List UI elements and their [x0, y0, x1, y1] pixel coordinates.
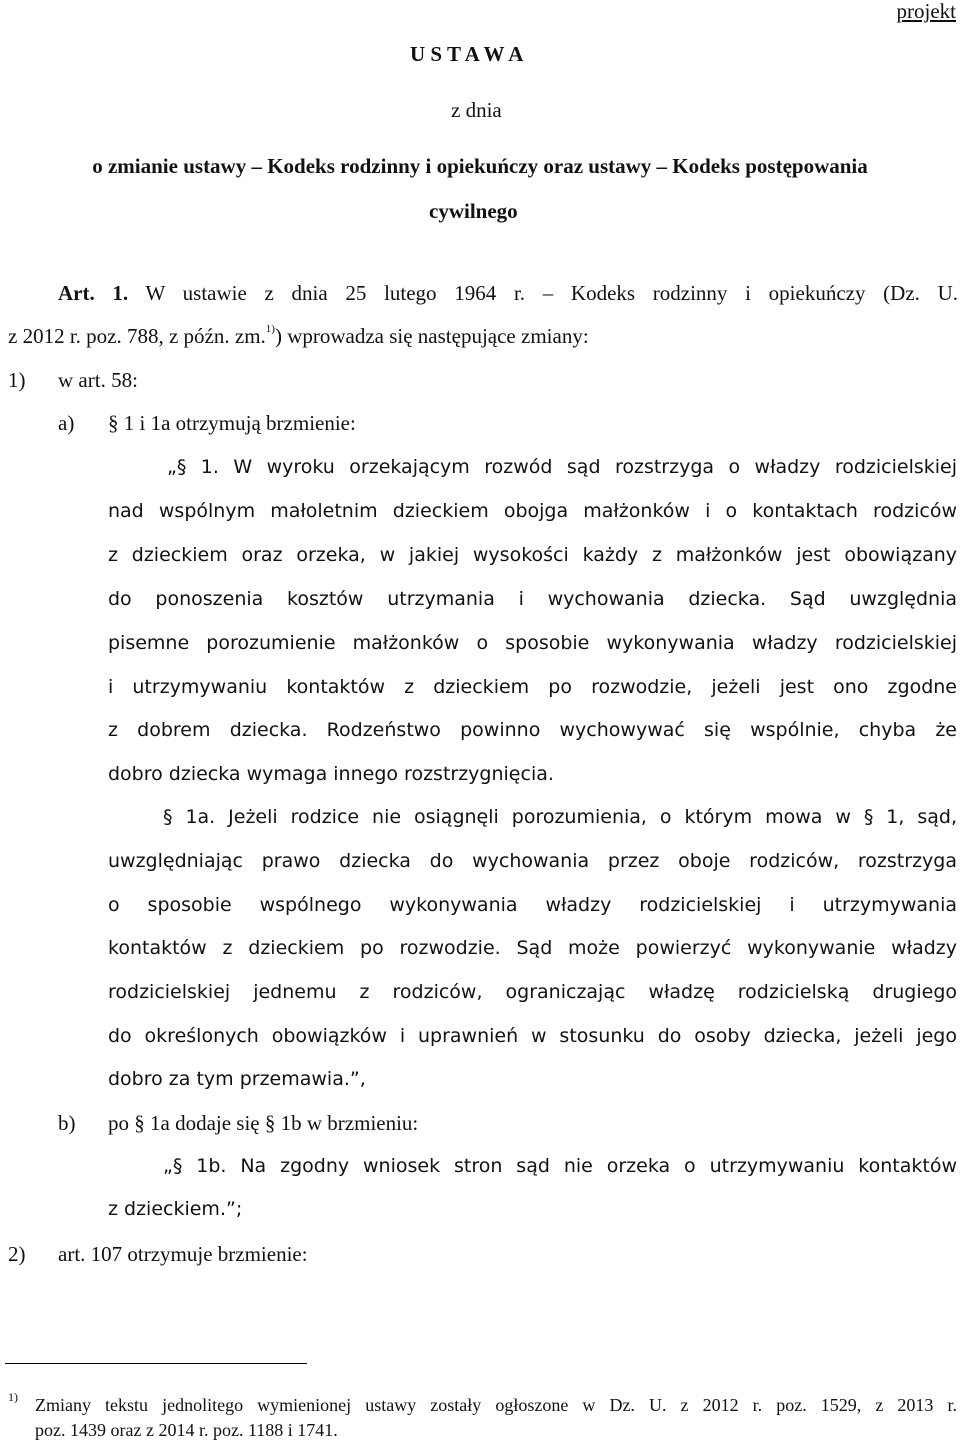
footnote-number: 1) [8, 1390, 18, 1404]
art1-line-2 [8, 323, 589, 348]
par1-line-4: do ponoszenia kosztów utrzymania i wychowania dziecka. Sąd uwzględnia [108, 588, 957, 610]
par1-line-8: dobro dziecka wymaga innego rozstrzygnięcia. [108, 763, 554, 785]
point-1b-text: po § 1a dodaje się § 1b w brzmieniu: [108, 1111, 419, 1135]
par1a-line-5: rodzicielskiej jednemu z rodziców, ograniczając władzę rodzicielską drugiego [108, 981, 957, 1003]
point-1a-letter: a) [58, 411, 75, 435]
par1a-line-1: § 1a. Jeżeli rodzice nie osiągnęli porozumienia, o którym mowa w § 1, sąd, [163, 806, 957, 828]
par1b-line-2: z dzieckiem.”; [108, 1198, 243, 1220]
document-title: U S T A W A [410, 42, 524, 66]
point-2-text: art. 107 otrzymuje brzmienie: [58, 1242, 308, 1266]
par1a-line-4: kontaktów z dzieckiem po rozwodzie. Sąd może powierzyć wykonywanie władzy [108, 937, 957, 959]
point-1b-letter: b) [58, 1111, 76, 1135]
par1a-line-6: do określonych obowiązków i uprawnień w stosunku do osoby dziecka, jeżeli jego [108, 1025, 957, 1047]
par1-line-6: i utrzymywaniu kontaktów z dzieckiem po rozwodzie, jeżeli jest ono zgodne [108, 676, 957, 698]
document-subject-line-2: cywilnego [429, 199, 518, 223]
par1-line-7: z dobrem dziecka. Rodzeństwo powinno wychowywać się wspólnie, chyba że [108, 719, 957, 741]
art1-line-2-text: z 2012 r. poz. 788, z późn. zm. [8, 324, 266, 348]
point-2-number: 2) [8, 1242, 26, 1266]
art1-line-2-rest: ) wprowadza się następujące zmiany: [274, 324, 589, 348]
point-1-number: 1) [8, 368, 26, 392]
point-1a-text: § 1 i 1a otrzymują brzmienie: [108, 411, 356, 435]
art1-line-1 [58, 283, 958, 304]
par1a-line-2: uwzględniając prawo dziecka do wychowania przez oboje rodziców, rozstrzyga [108, 850, 957, 872]
footnote-separator [5, 1363, 307, 1364]
art1-label: Art. 1. [58, 281, 129, 305]
footnote-line-2: poz. 1439 oraz z 2014 r. poz. 1188 i 1741. [35, 1420, 338, 1440]
par1-line-1: „§ 1. W wyroku orzekającym rozwód sąd rozstrzyga o władzy rodzicielskiej [167, 456, 957, 478]
footnote-line-1: Zmiany tekstu jednolitego wymienionej ustawy zostały ogłoszone w Dz. U. z 2012 r. poz. 1529, z 2013 r. [35, 1395, 957, 1415]
projekt-label: projekt [896, 0, 956, 23]
document-subject-line-1: o zmianie ustawy – Kodeks rodzinny i opiekuńczy oraz ustawy – Kodeks postępowania [92, 154, 868, 178]
art1-line-1-text: W ustawie z dnia 25 lutego 1964 r. – Kodeks rodzinny i opiekuńczy (Dz. U. [145, 281, 959, 305]
par1a-line-3: o sposobie wspólnego wykonywania władzy rodzicielskiej i utrzymywania [108, 894, 957, 916]
document-date: z dnia [451, 98, 502, 122]
footnote-reference[interactable]: 1) [265, 323, 275, 335]
par1-line-5: pisemne porozumienie małżonków o sposobie wykonywania władzy rodzicielskiej [108, 632, 957, 654]
par1a-line-7: dobro za tym przemawia.”, [108, 1068, 366, 1090]
point-1-text: w art. 58: [58, 368, 138, 392]
par1b-line-1: „§ 1b. Na zgodny wniosek stron sąd nie orzeka o utrzymywaniu kontaktów [163, 1155, 957, 1177]
par1-line-2: nad wspólnym małoletnim dzieckiem obojga małżonków i o kontaktach rodziców [108, 500, 957, 522]
par1-line-3: z dzieckiem oraz orzeka, w jakiej wysokości każdy z małżonków jest obowiązany [108, 544, 957, 566]
